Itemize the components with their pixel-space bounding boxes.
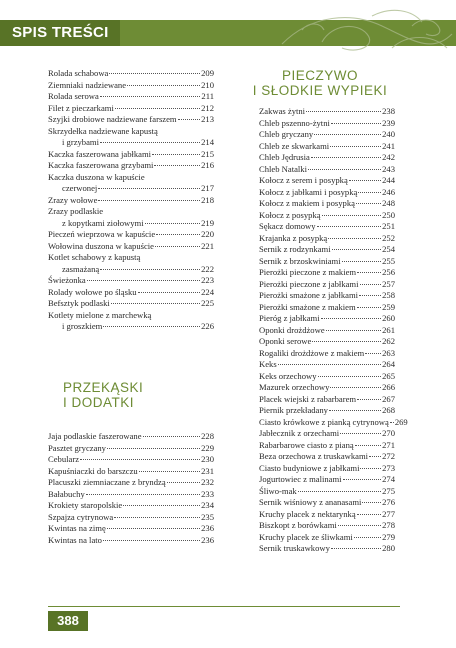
toc-entry-title-line: Zrazy podlaskie xyxy=(48,206,104,216)
page-title: SPIS TREŚCI xyxy=(0,20,120,46)
toc-entry xyxy=(48,103,214,115)
toc-leader-dots xyxy=(103,326,200,327)
toc-entry xyxy=(259,348,395,360)
toc-entry-title: Piernik przekładany xyxy=(259,405,328,415)
toc-entry-page: 234 xyxy=(201,500,214,510)
toc-entry-title: Kruchy placek z nektarynką xyxy=(259,508,356,519)
toc-entry-title: Pieczeń wieprzowa w kapuście xyxy=(48,229,156,239)
toc-entry-page: 232 xyxy=(201,477,214,487)
toc-leader-dots xyxy=(114,517,200,518)
toc-entry-page: 264 xyxy=(382,359,395,369)
toc-entry xyxy=(48,321,214,333)
toc-leader-dots xyxy=(318,376,382,377)
toc-entry-title: Jabłecznik z orzechami xyxy=(259,428,340,438)
toc-entry-page: 274 xyxy=(382,474,395,484)
toc-entry xyxy=(259,509,395,521)
toc-entry-page: 242 xyxy=(382,152,395,162)
page-number: 388 xyxy=(48,611,88,631)
toc-left-column-2 xyxy=(48,431,214,546)
toc-entry-title-line: Kotlet schabowy z kapustą xyxy=(48,252,141,262)
toc-entry xyxy=(259,267,395,279)
toc-entry-title: Rolady wołowe po śląsku xyxy=(48,286,137,297)
toc-entry-page: 229 xyxy=(201,442,214,453)
toc-entry xyxy=(259,313,395,325)
toc-entry-page: 212 xyxy=(201,102,214,113)
toc-entry-page: 210 xyxy=(201,79,214,90)
toc-entry xyxy=(259,279,395,291)
toc-entry-page: 273 xyxy=(382,462,395,473)
toc-leader-dots xyxy=(138,292,201,293)
toc-entry-page: 236 xyxy=(201,523,214,533)
toc-leader-dots xyxy=(109,73,200,74)
section-title-line2: I SŁODKIE WYPIEKI xyxy=(252,83,388,98)
toc-entry-title: Rolada schabowa xyxy=(48,68,109,78)
toc-entry-title: Keks orzechowy xyxy=(259,370,317,381)
toc-entry-page: 276 xyxy=(382,497,395,507)
toc-entry-title: Sernik wiśniowy z ananasami xyxy=(259,497,362,507)
toc-entry xyxy=(259,233,395,245)
toc-entry-page: 216 xyxy=(201,160,214,170)
toc-entry xyxy=(48,241,214,253)
toc-entry-title: Pierożki smażone z makiem xyxy=(259,301,356,312)
toc-leader-dots xyxy=(328,238,381,239)
toc-entry xyxy=(259,106,395,118)
toc-leader-dots xyxy=(107,528,200,529)
toc-entry xyxy=(259,152,395,164)
toc-entry xyxy=(259,325,395,337)
toc-entry-page: 270 xyxy=(382,428,395,438)
toc-entry xyxy=(259,221,395,233)
toc-entry-page: 263 xyxy=(382,347,395,358)
toc-entry-page: 252 xyxy=(382,232,395,243)
toc-left-column xyxy=(48,68,214,333)
toc-entry-title: Chleb gryczany xyxy=(259,129,314,139)
toc-leader-dots xyxy=(358,192,381,193)
toc-leader-dots xyxy=(360,284,382,285)
toc-entry xyxy=(48,454,214,466)
toc-leader-dots xyxy=(329,410,381,411)
toc-entry-title: Oponki serowe xyxy=(259,336,312,346)
toc-entry xyxy=(259,302,395,314)
toc-leader-dots xyxy=(331,123,381,124)
toc-entry xyxy=(48,477,214,489)
toc-entry xyxy=(259,210,395,222)
toc-entry-page: 221 xyxy=(201,240,214,251)
section-title-line2: I DODATKI xyxy=(63,395,135,410)
toc-entry-page: 243 xyxy=(382,163,395,174)
toc-entry-page: 222 xyxy=(201,263,214,274)
toc-entry xyxy=(259,520,395,532)
toc-entry xyxy=(48,523,214,535)
toc-leader-dots xyxy=(362,502,381,503)
toc-leader-dots xyxy=(107,448,200,449)
toc-entry-page: 240 xyxy=(382,129,395,139)
toc-entry-title: Kaczka faszerowana jabłkami xyxy=(48,148,152,159)
toc-entry xyxy=(48,91,214,103)
toc-entry xyxy=(48,160,214,172)
toc-leader-dots xyxy=(111,303,200,304)
toc-entry-page: 213 xyxy=(201,114,214,124)
toc-entry-page: 258 xyxy=(382,290,395,300)
toc-leader-dots xyxy=(154,165,200,166)
toc-leader-dots xyxy=(359,295,381,296)
toc-entry xyxy=(259,371,395,383)
toc-leader-dots xyxy=(145,223,200,224)
toc-entry-title: Zrazy wołowe xyxy=(48,194,98,205)
toc-entry-page: 267 xyxy=(382,393,395,404)
toc-entry-title: zasmażaną xyxy=(62,263,100,274)
toc-leader-dots xyxy=(356,203,381,204)
toc-leader-dots xyxy=(100,96,201,97)
toc-entry-title: Zakwas żytni xyxy=(259,106,306,116)
toc-entry-page: 230 xyxy=(201,454,214,464)
section-title-przekaski xyxy=(63,380,143,410)
toc-entry-page: 226 xyxy=(201,321,214,331)
toc-entry-page: 251 xyxy=(382,221,395,231)
toc-leader-dots xyxy=(317,226,382,227)
toc-entry xyxy=(48,512,214,524)
toc-entry xyxy=(48,229,214,241)
toc-entry-title: Kapuśniaczki do barszczu xyxy=(48,465,138,476)
toc-leader-dots xyxy=(278,364,381,365)
toc-leader-dots xyxy=(152,154,200,155)
toc-entry-page: 255 xyxy=(382,255,395,266)
toc-leader-dots xyxy=(331,548,381,549)
toc-entry-page: 280 xyxy=(382,543,395,553)
toc-entry-page: 256 xyxy=(382,267,395,277)
toc-leader-dots xyxy=(98,200,200,201)
toc-entry-page: 224 xyxy=(201,286,214,297)
toc-entry xyxy=(259,290,395,302)
toc-entry xyxy=(259,486,395,498)
toc-entry-title: Placek wiejski z rabarbarem xyxy=(259,393,357,404)
toc-entry-title: Jogurtowiec z malinami xyxy=(259,474,342,484)
toc-entry xyxy=(48,114,214,126)
toc-entry xyxy=(48,431,214,443)
toc-leader-dots xyxy=(167,482,200,483)
toc-entry-page: 228 xyxy=(201,431,214,441)
toc-entry xyxy=(259,187,395,199)
toc-entry-title: czerwonej xyxy=(62,183,98,193)
section-title-line1: PIECZYWO xyxy=(281,68,358,83)
toc-entry-title: Biszkopt z borówkami xyxy=(259,520,337,530)
toc-leader-dots xyxy=(298,491,381,492)
toc-entry xyxy=(259,256,395,268)
toc-entry-page: 217 xyxy=(201,183,214,193)
toc-entry-page: 220 xyxy=(201,229,214,239)
toc-entry-title: i groszkiem xyxy=(62,321,103,331)
toc-entry xyxy=(48,80,214,92)
toc-entry xyxy=(259,359,395,371)
toc-entry xyxy=(259,497,395,509)
toc-entry-page: 238 xyxy=(382,106,395,116)
toc-entry-title: Pierożki pieczone z jabłkami xyxy=(259,278,359,289)
toc-entry xyxy=(259,428,395,440)
toc-entry-page: 266 xyxy=(382,382,395,392)
toc-entry-title: z kopytkami ziołowymi xyxy=(62,217,144,228)
toc-entry-title: Chleb Jędrusia xyxy=(259,152,310,162)
toc-leader-dots xyxy=(357,272,381,273)
toc-entry xyxy=(259,474,395,486)
toc-entry-page: 246 xyxy=(382,186,395,197)
toc-leader-dots xyxy=(357,307,381,308)
toc-entry-title-line: Kotlety mielone z marchewką xyxy=(48,309,152,320)
toc-leader-dots xyxy=(390,422,394,423)
toc-entry-page: 259 xyxy=(382,301,395,312)
toc-entry xyxy=(48,298,214,310)
toc-entry-title: Filet z pieczarkami xyxy=(48,102,114,113)
toc-entry-page: 248 xyxy=(382,198,395,208)
toc-entry-title: Ciasto krówkowe z pianką cytrynową xyxy=(259,416,389,427)
toc-entry-title-line: Skrzydełka nadziewane kapustą xyxy=(48,125,158,136)
toc-entry-title: Sękacz domowy xyxy=(259,221,316,231)
toc-entry-title: Kruchy placek ze śliwkami xyxy=(259,531,353,542)
toc-entry-title: Bałabuchy xyxy=(48,488,85,499)
ornament-swirl-icon xyxy=(262,4,456,66)
toc-entry-page: 236 xyxy=(201,534,214,545)
toc-leader-dots xyxy=(80,459,200,460)
toc-leader-dots xyxy=(330,387,381,388)
toc-entry-title: Rabarbarowe ciasto z pianą xyxy=(259,439,354,450)
toc-entry-title: Jaja podlaskie faszerowane xyxy=(48,431,142,441)
toc-entry-page: 262 xyxy=(382,336,395,346)
toc-entry-title: Kaczka faszerowana grzybami xyxy=(48,160,154,170)
toc-leader-dots xyxy=(321,318,381,319)
toc-entry-page: 241 xyxy=(382,140,395,151)
toc-entry xyxy=(48,275,214,287)
toc-entry-title: Rogaliki drożdżowe z makiem xyxy=(259,347,365,358)
toc-leader-dots xyxy=(365,353,381,354)
toc-entry-page: 272 xyxy=(382,451,395,461)
toc-entry-page: 233 xyxy=(201,488,214,499)
toc-entry xyxy=(259,451,395,463)
toc-leader-dots xyxy=(100,269,200,270)
toc-entry-page: 250 xyxy=(382,209,395,220)
toc-entry xyxy=(259,244,395,256)
toc-entry-page: 260 xyxy=(382,313,395,323)
toc-entry-title: Sernik truskawkowy xyxy=(259,543,330,553)
toc-leader-dots xyxy=(314,134,381,135)
toc-entry-page: 257 xyxy=(382,278,395,289)
toc-entry xyxy=(259,164,395,176)
toc-entry-page: 215 xyxy=(201,148,214,159)
toc-entry xyxy=(259,440,395,452)
toc-entry-page: 271 xyxy=(382,439,395,450)
toc-entry-title: Oponki drożdżowe xyxy=(259,324,325,335)
toc-entry xyxy=(48,68,214,80)
toc-leader-dots xyxy=(306,111,381,112)
toc-entry xyxy=(48,500,214,512)
toc-entry xyxy=(259,336,395,348)
toc-leader-dots xyxy=(123,505,200,506)
toc-entry xyxy=(259,175,395,187)
toc-leader-dots xyxy=(100,142,200,143)
toc-entry xyxy=(259,382,395,394)
footer-rule xyxy=(48,606,400,607)
toc-leader-dots xyxy=(354,537,381,538)
toc-leader-dots xyxy=(343,479,382,480)
toc-leader-dots xyxy=(340,433,381,434)
toc-leader-dots xyxy=(330,146,381,147)
toc-entry-page: 269 xyxy=(394,416,408,427)
toc-leader-dots xyxy=(357,514,381,515)
toc-entry xyxy=(48,535,214,547)
toc-entry-title: Krokiety staropolskie xyxy=(48,500,123,510)
toc-entry-title: Świeżonka xyxy=(48,275,86,285)
toc-entry-title: Cebularz xyxy=(48,454,80,464)
toc-entry xyxy=(48,137,214,149)
toc-entry xyxy=(48,218,214,230)
section-title-line1: PRZEKĄSKI xyxy=(63,380,144,395)
toc-entry-title: Kwintas na zimę xyxy=(48,523,106,533)
toc-entry-page: 265 xyxy=(382,370,395,381)
toc-entry-title: Sernik z brzoskwiniami xyxy=(259,255,341,266)
toc-entry-page: 214 xyxy=(201,137,214,147)
toc-entry-title: Wołowina duszona w kapuście xyxy=(48,240,154,251)
toc-entry-title: Kołocz z makiem i posypką xyxy=(259,198,355,208)
toc-entry xyxy=(259,532,395,544)
toc-leader-dots xyxy=(103,540,200,541)
toc-entry-title: i grzybami xyxy=(62,137,99,147)
toc-entry-title: Krajanka z posypką xyxy=(259,232,328,243)
toc-entry-title: Placuszki ziemniaczane z bryndzą xyxy=(48,477,166,487)
toc-leader-dots xyxy=(360,468,381,469)
toc-entry xyxy=(48,466,214,478)
toc-entry xyxy=(48,149,214,161)
toc-leader-dots xyxy=(312,341,381,342)
toc-entry-title: Chleb Natalki xyxy=(259,163,307,174)
toc-entry xyxy=(259,129,395,141)
toc-leader-dots xyxy=(349,180,381,181)
toc-entry-title-line: Kaczka duszona w kapuście xyxy=(48,171,145,182)
toc-entry-title: Śliwo-mak xyxy=(259,485,297,496)
toc-entry-title: Chleb ze skwarkami xyxy=(259,140,330,151)
toc-entry-page: 231 xyxy=(201,465,214,476)
toc-entry-page: 239 xyxy=(382,117,395,128)
toc-entry-page: 209 xyxy=(201,68,214,78)
toc-entry xyxy=(48,489,214,501)
toc-leader-dots xyxy=(355,445,381,446)
toc-entry-page: 235 xyxy=(201,511,214,522)
toc-leader-dots xyxy=(155,246,200,247)
toc-entry-page: 278 xyxy=(382,520,395,530)
toc-entry-title: Kołocz z posypką xyxy=(259,209,321,220)
toc-leader-dots xyxy=(156,234,200,235)
toc-entry-page: 244 xyxy=(382,175,395,185)
toc-leader-dots xyxy=(338,525,381,526)
toc-entry-title: Mazurek orzechowy xyxy=(259,382,330,392)
toc-entry-title: Pierożki smażone z jabłkami xyxy=(259,290,359,300)
toc-leader-dots xyxy=(178,119,200,120)
toc-entry-title: Befsztyk podlaski xyxy=(48,298,110,308)
toc-entry-page: 219 xyxy=(201,217,214,228)
toc-entry xyxy=(259,141,395,153)
toc-entry xyxy=(259,416,408,429)
toc-entry-page: 218 xyxy=(201,194,214,205)
toc-leader-dots xyxy=(326,330,381,331)
toc-entry xyxy=(259,118,395,130)
toc-entry-page: 277 xyxy=(382,508,395,519)
toc-entry-title: Kwintas na lato xyxy=(48,534,102,545)
toc-entry-title: Sernik z rodzynkami xyxy=(259,244,331,254)
toc-entry-title: Beza orzechowa z truskawkami xyxy=(259,451,369,461)
toc-entry xyxy=(48,443,214,455)
toc-entry-title: Ciasto budyniowe z jabłkami xyxy=(259,462,360,473)
toc-leader-dots xyxy=(308,169,381,170)
toc-leader-dots xyxy=(86,494,200,495)
toc-leader-dots xyxy=(139,471,200,472)
toc-entry-title: Chleb pszenno-żytni xyxy=(259,117,330,128)
toc-entry-page: 211 xyxy=(201,91,214,101)
toc-entry xyxy=(259,394,395,406)
toc-leader-dots xyxy=(143,436,201,437)
toc-leader-dots xyxy=(87,280,200,281)
toc-entry xyxy=(259,198,395,210)
toc-entry-title: Ziemniaki nadziewane xyxy=(48,79,127,90)
toc-entry-title: Szpajza cytrynowa xyxy=(48,511,114,522)
toc-entry-title: Pieróg z jabłkami xyxy=(259,313,320,323)
toc-entry xyxy=(259,405,395,417)
toc-entry-page: 223 xyxy=(201,275,214,285)
toc-entry xyxy=(48,183,214,195)
toc-entry-title: Szyjki drobiowe nadziewane farszem xyxy=(48,114,177,124)
toc-leader-dots xyxy=(127,85,200,86)
toc-entry-title: Rolada serowa xyxy=(48,91,99,101)
toc-leader-dots xyxy=(342,261,381,262)
toc-entry-page: 225 xyxy=(201,298,214,308)
toc-leader-dots xyxy=(115,108,200,109)
toc-leader-dots xyxy=(332,249,382,250)
toc-entry-page: 261 xyxy=(382,324,395,335)
toc-entry xyxy=(48,195,214,207)
toc-entry-title: Pierożki pieczone z makiem xyxy=(259,267,357,277)
toc-entry-title: Kołocz z serem i posypką xyxy=(259,175,348,185)
toc-leader-dots xyxy=(357,399,381,400)
toc-entry xyxy=(259,463,395,475)
toc-entry-title: Kołocz z jabłkami i posypką xyxy=(259,186,358,197)
toc-leader-dots xyxy=(311,157,381,158)
toc-leader-dots xyxy=(322,215,382,216)
toc-entry-page: 275 xyxy=(382,485,395,496)
toc-entry-page: 254 xyxy=(382,244,395,254)
toc-entry-page: 268 xyxy=(382,405,395,415)
toc-right-column xyxy=(259,106,408,555)
toc-entry xyxy=(259,543,395,555)
section-title-pieczywo xyxy=(249,68,391,98)
toc-entry-title: Keks xyxy=(259,359,277,369)
toc-entry-page: 279 xyxy=(382,531,395,542)
toc-entry-title: Pasztet gryczany xyxy=(48,442,106,453)
toc-leader-dots xyxy=(98,188,200,189)
toc-entry xyxy=(48,287,214,299)
toc-entry xyxy=(48,264,214,276)
toc-leader-dots xyxy=(369,456,381,457)
